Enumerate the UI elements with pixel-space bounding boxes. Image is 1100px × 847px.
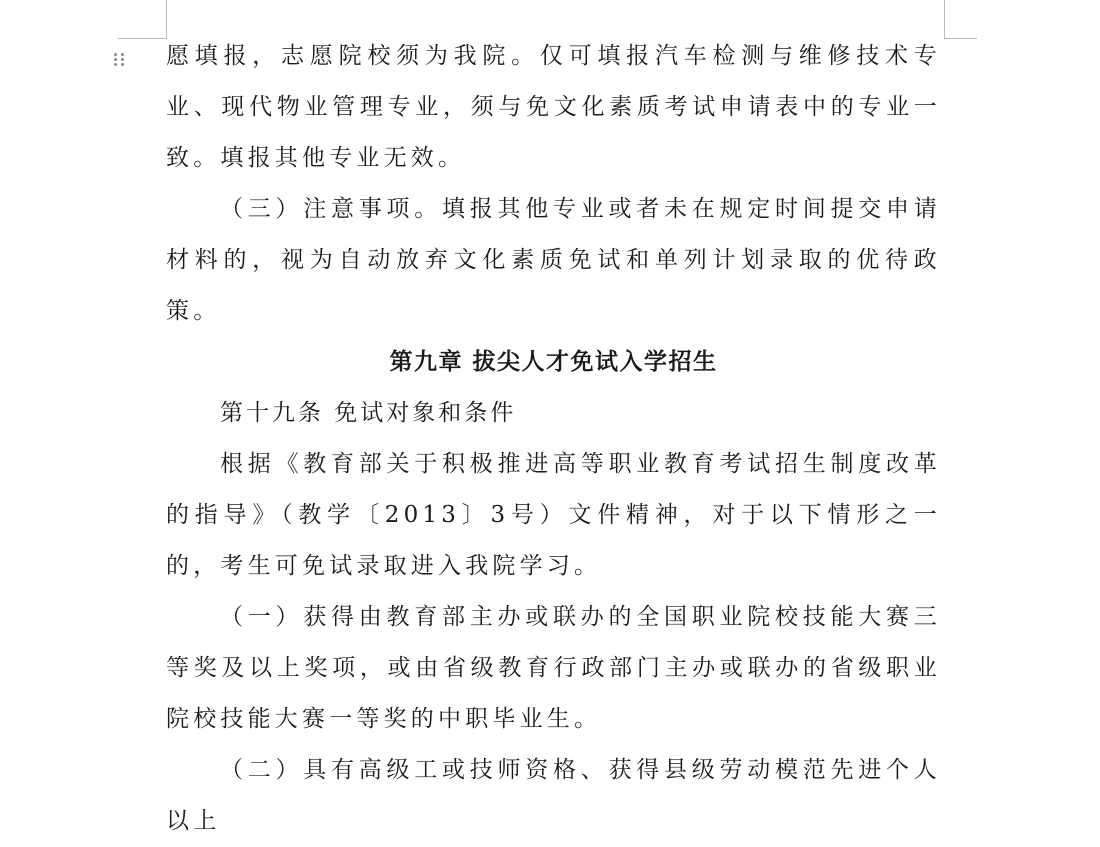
paragraph-drag-handle-icon[interactable] xyxy=(114,53,126,71)
paragraph-notice: （三）注意事项。填报其他专业或者未在规定时间提交申请材料的，视为自动放弃文化素质免试和单列计划录取的优待政策。 xyxy=(166,196,941,324)
document-body[interactable] xyxy=(166,31,941,847)
article-title: 第十九条 免试对象和条件 xyxy=(220,400,517,426)
chapter-heading: 第九章 拔尖人才免试入学招生 xyxy=(389,349,718,375)
paragraph-basis: 根据《教育部关于积极推进高等职业教育考试招生制度改革的指导》（教学〔2013〕3号）文件精神，对于以下情形之一的，考生可免试录取进入我院学习。 xyxy=(166,451,941,579)
paragraph-item-two: （二）具有高级工或技师资格、获得县级劳动模范先进个人以上 xyxy=(166,757,941,834)
margin-corner-mark-top-left xyxy=(118,0,167,39)
paragraph-item-one: （一）获得由教育部主办或联办的全国职业院校技能大赛三等奖及以上奖项，或由省级教育行政部门主办或联办的省级职业院校技能大赛一等奖的中职毕业生。 xyxy=(166,604,941,732)
paragraph-continued: 愿填报，志愿院校须为我院。仅可填报汽车检测与维修技术专业、现代物业管理专业，须与免文化素质考试申请表中的专业一致。填报其他专业无效。 xyxy=(166,43,941,171)
margin-corner-mark-top-right xyxy=(944,0,977,39)
